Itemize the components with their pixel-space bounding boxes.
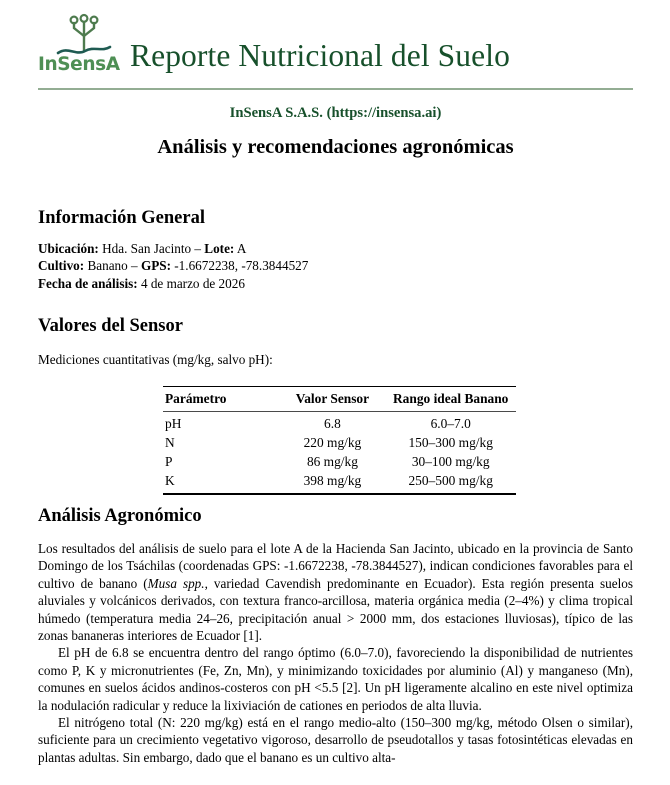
table-header: [163, 387, 516, 411]
column-header-parametro: Parámetro: [165, 390, 227, 406]
info-label-fecha: Fecha de análisis:: [38, 275, 138, 291]
info-label-cultivo: Cultivo:: [38, 258, 85, 274]
sensor-values-table: [163, 387, 516, 411]
species-name: Musa spp.: [147, 575, 205, 591]
cell-rango: 150–300 mg/kg: [408, 434, 493, 450]
document-header: [38, 12, 633, 94]
info-value-ubicacion: Hda. San Jacinto: [102, 241, 192, 256]
table-row: [163, 412, 516, 434]
paragraph-3: El nitrógeno total (N: 220 mg/kg) está en el rango medio-alto (150–300 mg/kg, método Olsen o similar), suficiente para un crecimiento vegetativo vigoroso, desarrollo de pseudotallos y tasas fotosintéticas elevadas en plantas adultas. Sin embargo, dado que el banano es un cultivo alta-: [38, 715, 633, 765]
table-rule-bottom: [163, 493, 516, 494]
cell-parametro: N: [165, 434, 175, 450]
table-body: [163, 412, 516, 494]
info-label-lote: Lote:: [204, 241, 235, 256]
table-row: [163, 433, 516, 452]
paragraph-1-part-a: Los resultados del análisis de suelo para el lote A de la Hacienda San Jacinto, ubicado en la provincia de Santo Domingo de los Tsáchilas (coordenadas GPS: -1.6672238, -78.3844527), indican condiciones favorables para el cultivo de banano (: [38, 541, 633, 591]
table-row: [163, 472, 516, 494]
sensor-table-wrapper: [163, 386, 516, 495]
info-row: [38, 257, 633, 274]
column-header-rango-ideal: Rango ideal Banano: [393, 390, 509, 406]
plant-sensor-icon: [52, 12, 116, 60]
organization-line: InSensA S.A.S. (https://insensa.ai): [229, 105, 442, 121]
document-subtitle: Análisis y recomendaciones agronómicas: [157, 136, 514, 158]
info-value-lote: A: [236, 241, 247, 256]
info-value-fecha: 4 de marzo de 2026: [140, 275, 245, 291]
info-label-ubicacion: Ubicación:: [38, 241, 99, 256]
analysis-body: [38, 540, 633, 766]
info-value-cultivo: Banano: [87, 258, 128, 274]
info-label-gps: GPS:: [140, 258, 171, 274]
info-row: [38, 240, 633, 257]
cell-valor: 220 mg/kg: [303, 434, 362, 450]
sensor-values-table-body: [163, 412, 516, 494]
column-header-valor-sensor: Valor Sensor: [295, 390, 370, 406]
sensor-table-caption: Mediciones cuantitativas (mg/kg, salvo pH):: [38, 352, 273, 367]
paragraph-1: [38, 540, 633, 644]
info-row: [38, 275, 633, 292]
info-separator: –: [194, 241, 201, 256]
insensa-logo: [38, 12, 130, 84]
paragraph-2: El pH de 6.8 se encuentra dentro del rango óptimo (6.0–7.0), favoreciendo la disponibilidad de nutrientes como P, K y micronutrientes (Fe, Zn, Mn), y minimizando toxicidades por aluminio (Al) y manganeso (Mn), comunes en suelos ácidos andinos-costeros con pH <5.5 [2]. Un pH ligeramente alcalino en este nivel optimiza la nodulación radicular y reduce la lixiviación de cationes en periodos de alta lluvia.: [38, 645, 633, 713]
general-info-block: [38, 240, 633, 292]
cell-parametro: P: [165, 454, 173, 470]
info-separator: –: [131, 258, 138, 274]
paragraph-1-part-b: , variedad Cavendish predominante en Ecuador). Esta región presenta suelos aluviales y volcánicos derivados, con textura franco-arcillosa, materia orgánica media (2–4%) y clima tropical húmedo (temperatura media 24–26, precipitación anual > 2000 mm, dos estaciones lluviosas), típico de las zonas bananeras interiores de Ecuador [1].: [38, 575, 634, 644]
cell-valor: 86 mg/kg: [306, 454, 358, 470]
section-heading-informacion-general: Información General: [38, 208, 205, 228]
cell-rango: 6.0–7.0: [430, 415, 471, 431]
cell-parametro: K: [165, 473, 175, 489]
section-heading-analisis-agronomico: Análisis Agronómico: [38, 506, 202, 526]
page-title: Reporte Nutricional del Suelo: [130, 38, 510, 73]
table-row: [163, 452, 516, 471]
section-heading-valores-del-sensor: Valores del Sensor: [38, 316, 183, 336]
logo-wordmark: InSensA: [38, 54, 120, 75]
cell-rango: 30–100 mg/kg: [411, 454, 490, 470]
cell-rango: 250–500 mg/kg: [408, 473, 493, 489]
table-header-row: [163, 387, 516, 411]
cell-parametro: pH: [165, 415, 182, 431]
cell-valor: 6.8: [324, 415, 341, 431]
info-value-gps: -1.6672238, -78.3844527: [174, 258, 309, 274]
cell-valor: 398 mg/kg: [303, 473, 362, 489]
header-divider: [38, 88, 633, 90]
